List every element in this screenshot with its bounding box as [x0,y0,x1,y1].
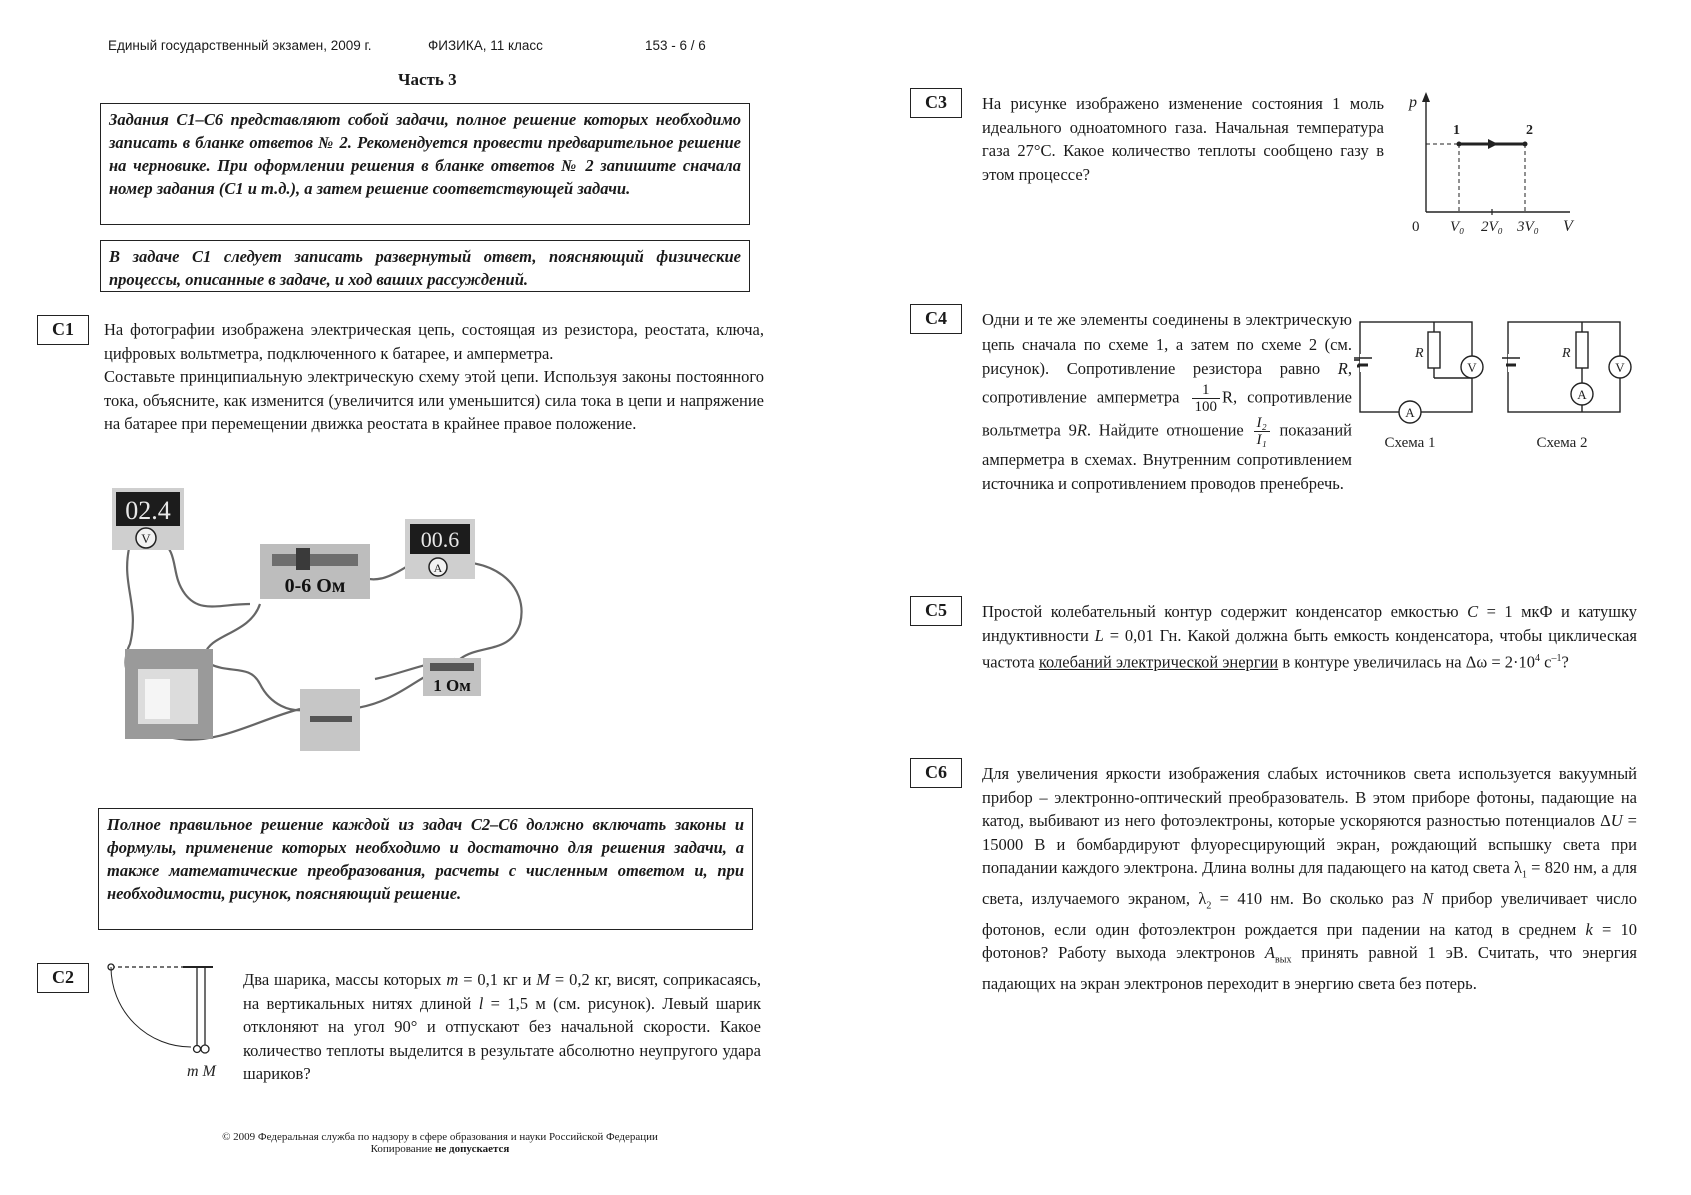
c6-text-3: = 820 нм, а для света, излучаемого экраном, λ [982,858,1637,908]
rheostat-label: 0-6 Ом [284,575,346,597]
c6-var-U: U [1610,811,1623,830]
page-number: 153 - 6 / 6 [645,38,706,53]
voltmeter-symbol: V [141,531,151,546]
p-axis-label: p [1409,94,1417,111]
fraction-numerator: 1 [1192,382,1221,399]
c5-underlined-text: колебаний электрической энергии [1038,652,1279,672]
c1-paragraph-1: На фотографии изображена электрическая цепь, состоящая из резистора, реостата, ключа, цифровых вольтметра, подключенного к батарее, и амперметра. [104,320,764,363]
c6-text-5: прибор увеличивает число фотонов, если один фотоэлектрон рождается при падении на катод в среднем [982,888,1637,939]
c2-var-m: m [446,970,459,989]
circuit-schemes [1350,312,1640,462]
task-label-c1: С1 [37,315,89,345]
c2-text-c: = 0,2 кг, висят, соприкасаясь, на вертикальных нитях длиной [243,970,762,1013]
c1-instructions-text: В задаче С1 следует записать развернутый ответ, поясняющий физические процессы, описанные в задаче, и ход ваших рассуждений. [109,247,741,289]
instructions-box [100,103,750,225]
scheme-2-resistor-label: R [1562,346,1571,361]
c4-text-4: . Найдите отношение [1086,419,1252,439]
scheme-1 [1354,322,1472,412]
c2-c6-instructions-text: Полное правильное решение каждой из задач С2–С6 должно включать законы и формулы, применение которых необходимо и достаточно для решения задачи, а также математические преобразования, расчеты с численным ответом и, при необходимости, рисунок, поясняющий решение. [107,815,744,903]
resistor-label: 1 Ом [433,676,471,695]
part-title: Часть 3 [398,70,457,89]
scheme-2 [1508,322,1620,412]
task-label-c5: С5 [910,596,962,626]
task-label-c6: С6 [910,758,962,788]
c2-var-l: l [478,993,484,1013]
scheme-2-voltmeter: V [1615,360,1625,375]
tick-2v0: 2V₀ [1481,219,1503,235]
c6-text-2: = 15000 В и бомбардируют флуоресцирующий экран, рождающий вспышку света при попадании каждого электрона. Длина волны для падающего на катод света λ [982,811,1637,877]
copy-notice-bold: не допускается [435,1143,510,1155]
c2-text-a: Два шарика, массы которых [243,970,447,989]
c5-text-1: Простой колебательный контур содержит конденсатор емкостью [982,602,1468,621]
c4-text-1: Одни и те же элементы соединены в электрическую цепь сначала по схеме 1, а затем по схеме 2 (см. рисунок). Сопротивление резистора равно [982,310,1352,378]
c4-text-3: R, сопротивление вольтметра 9 [982,386,1352,439]
c5-exponent-1: 4 [1535,653,1541,664]
c6-text-6: = 10 фотонов? Работу выхода электронов [982,919,1637,963]
c5-text-6: с [1540,652,1552,672]
c5-text-2: = 1 мкФ и катушку индуктивности [982,602,1637,645]
c4-text-2: , сопротивление амперметра [982,359,1352,406]
c5-exponent-2: –1 [1551,653,1562,664]
ammeter-display: 00.6 [420,527,460,552]
subject-title: ФИЗИКА, 11 класс [428,38,543,53]
c6-text-4: = 410 нм. Во сколько раз [1211,888,1423,908]
ammeter-symbol: A [433,561,443,575]
point-2-label: 2 [1526,123,1533,138]
c2-text [243,968,761,1086]
c1-instructions-box [100,240,750,292]
circuit-photo [100,484,540,769]
task-label-c2: С2 [37,963,89,993]
voltmeter-display: 02.4 [125,496,171,525]
c4-var-R: R [1337,359,1348,378]
origin-label: 0 [1412,219,1420,235]
current-ratio-fraction [1254,415,1270,448]
c1-paragraph-2: Составьте принципиальную электрическую схему этой цепи. Используя законы постоянного тока, объясните, как изменится (увеличится или уменьшится) сила тока в цепи и напряжение на батарее при перемещении движка реостата в крайнее правое положение. [104,367,764,433]
c2-var-M: M [536,970,551,989]
c5-text-3: = 0,01 Гн. Какой должна быть емкость конденсатора, чтобы циклическая частота [982,625,1638,672]
c2-c6-instructions-box [98,808,753,930]
scheme-2-caption: Схема 2 [1536,435,1588,451]
task-label-c4: С4 [910,304,962,334]
c6-var-N: N [1422,888,1434,908]
c2-text-b: = 0,1 кг и [458,970,537,989]
point-1-label: 1 [1453,123,1460,138]
c4-text-5: показаний амперметра в схемах. Внутренним сопротивлением источника и сопротивлением проводов пренебречь. [982,419,1352,493]
ratio-numerator: I₂ [1254,415,1270,432]
v-axis-label: V [1563,218,1573,235]
tick-v0: V₀ [1450,219,1465,235]
c5-var-L: L [1094,625,1104,645]
exam-title: Единый государственный экзамен, 2009 г. [108,38,372,53]
c1-text [104,318,764,436]
footer [160,1131,720,1155]
c5-text [982,600,1637,674]
scheme-1-caption: Схема 1 [1384,435,1436,451]
c6-var-A: A [1264,943,1276,963]
c6-text-7: принять равной 1 эВ. Считать, что энергия падающих на экран электронов переходит в энергию света без потерь. [982,943,1637,993]
fraction-denominator: 100 [1194,398,1218,415]
tick-3v0: 3V₀ [1517,219,1539,235]
scheme-1-ammeter: A [1405,405,1415,420]
instructions-text: Задания С1–С6 представляют собой задачи, полное решение которых необходимо записать в бланке ответов № 2. Рекомендуется провести предварительное решение на черновике. При оформлении решения в бланке ответов № 2 запишите сначала номер задания (С1 и т.д.), а затем решение соответствующей задачи. [109,110,741,198]
copyright-line: © 2009 Федеральная служба по надзору в сфере образования и науки Российской Федерации [222,1131,658,1143]
scheme-2-ammeter: A [1577,387,1587,402]
c4-var-R-2: R [1076,419,1087,439]
c5-text-5: в контуре увеличилась на Δω = 2·10 [1278,652,1536,672]
c3-text: На рисунке изображено изменение состояния 1 моль идеального одноатомного газа. Начальная температура газа 27°С. Какое количество теплоты сообщено газу в этом процессе? [982,94,1384,184]
c2-text-d: = 1,5 м (см. рисунок). Левый шарик отклоняют на угол 90° и отпускают без начальной скорости. Какое количество теплоты выделится в результате абсолютно неупругого удара шариков? [243,993,761,1083]
pendulum-label: m M [187,1063,216,1080]
ammeter-resistance-fraction [1192,382,1221,415]
copy-notice-text: Копирование [370,1143,436,1155]
c6-var-k: k [1585,919,1593,939]
c5-var-C: C [1467,602,1479,621]
c6-text-1: Для увеличения яркости изображения слабых источников света используется вакуумный прибор – электронно-оптический преобразователь. В этом приборе фотоны, падающие на катод, выбивают из него фотоэлектроны, которые ускоряются разностью потенциалов Δ [982,764,1637,830]
pv-graph [1400,90,1580,240]
pendulum-figure [105,963,225,1083]
scheme-1-voltmeter: V [1467,360,1477,375]
ratio-denominator: I₁ [1256,431,1267,448]
c6-sub-1: 1 [1521,869,1527,881]
c6-sub-2: 2 [1206,900,1212,912]
c6-text [982,762,1637,995]
copy-notice [160,1143,720,1155]
c5-text-7: ? [1561,652,1569,672]
scheme-1-resistor-label: R [1415,346,1424,361]
c6-sub-work: вых [1275,954,1292,966]
task-label-c3: С3 [910,88,962,118]
